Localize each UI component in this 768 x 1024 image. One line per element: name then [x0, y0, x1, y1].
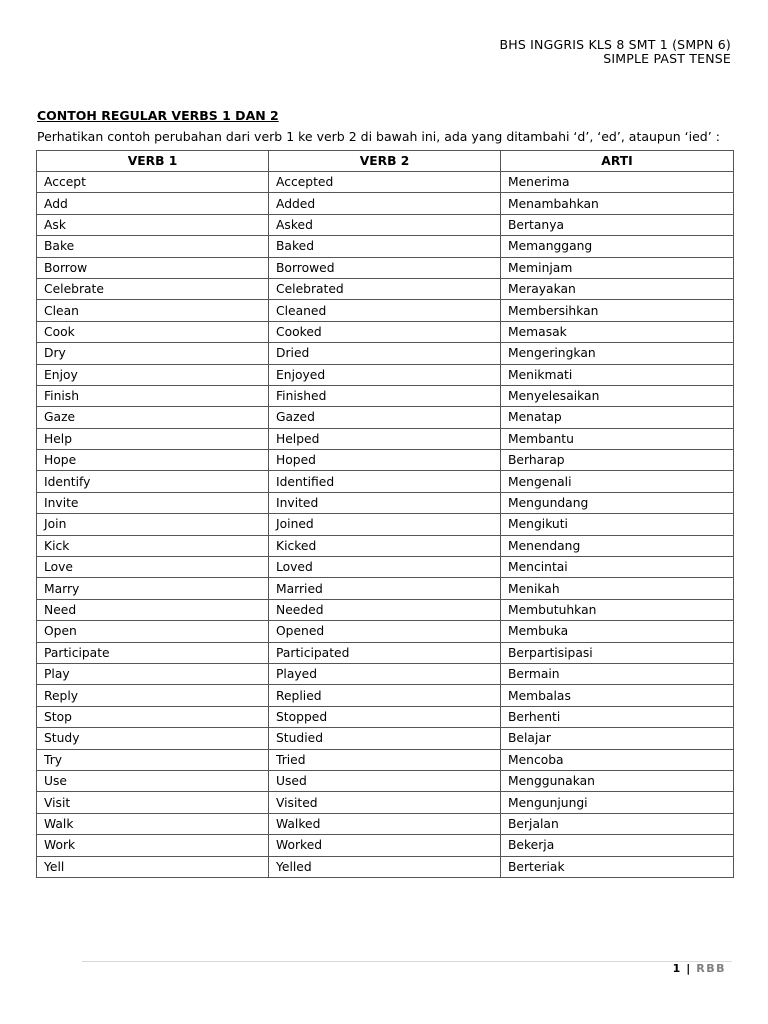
verb1-cell: Love: [37, 557, 269, 578]
verb-table-head: [37, 151, 734, 172]
arti-cell: Berteriak: [501, 856, 734, 877]
verb1-cell: Try: [37, 749, 269, 770]
table-row: [37, 343, 734, 364]
verb2-cell: Joined: [269, 514, 501, 535]
arti-cell: Menyelesaikan: [501, 385, 734, 406]
verb1-cell: Participate: [37, 642, 269, 663]
arti-cell: Mengeringkan: [501, 343, 734, 364]
verb2-cell: Used: [269, 770, 501, 791]
table-row: [37, 749, 734, 770]
verb2-cell: Replied: [269, 685, 501, 706]
verb2-cell: Visited: [269, 792, 501, 813]
verb1-cell: Hope: [37, 450, 269, 471]
arti-cell: Berhenti: [501, 706, 734, 727]
verb2-cell: Enjoyed: [269, 364, 501, 385]
table-row: [37, 856, 734, 877]
table-row: [37, 835, 734, 856]
verb1-cell: Walk: [37, 813, 269, 834]
column-header-verb1: VERB 1: [37, 151, 269, 172]
verb2-cell: Finished: [269, 385, 501, 406]
table-row: [37, 385, 734, 406]
verb2-cell: Borrowed: [269, 257, 501, 278]
verb2-cell: Gazed: [269, 407, 501, 428]
verb1-cell: Clean: [37, 300, 269, 321]
verb1-cell: Bake: [37, 236, 269, 257]
verb1-cell: Marry: [37, 578, 269, 599]
verb1-cell: Reply: [37, 685, 269, 706]
verb1-cell: Identify: [37, 471, 269, 492]
verb-table: [36, 150, 734, 878]
verb2-cell: Identified: [269, 471, 501, 492]
verb1-cell: Invite: [37, 492, 269, 513]
footer-separator: |: [686, 962, 691, 975]
arti-cell: Mengundang: [501, 492, 734, 513]
verb2-cell: Helped: [269, 428, 501, 449]
arti-cell: Menambahkan: [501, 193, 734, 214]
table-row: [37, 514, 734, 535]
arti-cell: Mengunjungi: [501, 792, 734, 813]
verb2-cell: Played: [269, 663, 501, 684]
arti-cell: Bermain: [501, 663, 734, 684]
verb2-cell: Walked: [269, 813, 501, 834]
verb1-cell: Gaze: [37, 407, 269, 428]
table-row: [37, 770, 734, 791]
footer-divider: [82, 961, 732, 962]
verb2-cell: Yelled: [269, 856, 501, 877]
table-row: [37, 236, 734, 257]
arti-cell: Membersihkan: [501, 300, 734, 321]
table-row: [37, 193, 734, 214]
table-row: [37, 706, 734, 727]
arti-cell: Mencintai: [501, 557, 734, 578]
verb1-cell: Study: [37, 728, 269, 749]
verb1-cell: Ask: [37, 214, 269, 235]
verb1-cell: Open: [37, 621, 269, 642]
arti-cell: Mengenali: [501, 471, 734, 492]
table-row: [37, 450, 734, 471]
verb2-cell: Loved: [269, 557, 501, 578]
arti-cell: Membuka: [501, 621, 734, 642]
verb1-cell: Join: [37, 514, 269, 535]
arti-cell: Belajar: [501, 728, 734, 749]
verb2-cell: Cleaned: [269, 300, 501, 321]
verb2-cell: Studied: [269, 728, 501, 749]
table-row: [37, 663, 734, 684]
verb1-cell: Kick: [37, 535, 269, 556]
header-topic-line: SIMPLE PAST TENSE: [603, 51, 731, 66]
table-row: [37, 407, 734, 428]
arti-cell: Meminjam: [501, 257, 734, 278]
verb2-cell: Participated: [269, 642, 501, 663]
footer-initials: RBB: [696, 962, 726, 975]
page-number: 1: [672, 962, 681, 975]
verb1-cell: Add: [37, 193, 269, 214]
verb2-cell: Celebrated: [269, 278, 501, 299]
table-row: [37, 428, 734, 449]
verb2-cell: Needed: [269, 599, 501, 620]
verb2-cell: Added: [269, 193, 501, 214]
table-row: [37, 792, 734, 813]
verb1-cell: Accept: [37, 172, 269, 193]
arti-cell: Memanggang: [501, 236, 734, 257]
verb2-cell: Invited: [269, 492, 501, 513]
verb1-cell: Work: [37, 835, 269, 856]
verb1-cell: Celebrate: [37, 278, 269, 299]
verb1-cell: Finish: [37, 385, 269, 406]
table-row: [37, 621, 734, 642]
arti-cell: Menikmati: [501, 364, 734, 385]
verb1-cell: Play: [37, 663, 269, 684]
arti-cell: Menggunakan: [501, 770, 734, 791]
table-row: [37, 364, 734, 385]
arti-cell: Menatap: [501, 407, 734, 428]
arti-cell: Menerima: [501, 172, 734, 193]
verb1-cell: Enjoy: [37, 364, 269, 385]
table-row: [37, 642, 734, 663]
intro-paragraph: Perhatikan contoh perubahan dari verb 1 ke verb 2 di bawah ini, ada yang ditambahi ‘d’, ‘ed’, ataupun ‘ied’ :: [37, 129, 720, 144]
page-footer: [673, 962, 726, 976]
verb1-cell: Yell: [37, 856, 269, 877]
table-row: [37, 321, 734, 342]
table-row: [37, 278, 734, 299]
column-header-verb2: VERB 2: [269, 151, 501, 172]
table-row: [37, 813, 734, 834]
verb2-cell: Hoped: [269, 450, 501, 471]
arti-cell: Mengikuti: [501, 514, 734, 535]
arti-cell: Berpartisipasi: [501, 642, 734, 663]
arti-cell: Menikah: [501, 578, 734, 599]
verb2-cell: Opened: [269, 621, 501, 642]
verb1-cell: Need: [37, 599, 269, 620]
table-row: [37, 257, 734, 278]
verb2-cell: Married: [269, 578, 501, 599]
arti-cell: Membantu: [501, 428, 734, 449]
verb2-cell: Cooked: [269, 321, 501, 342]
verb1-cell: Visit: [37, 792, 269, 813]
table-header-row: [37, 151, 734, 172]
column-header-arti: ARTI: [501, 151, 734, 172]
table-row: [37, 557, 734, 578]
verb1-cell: Cook: [37, 321, 269, 342]
verb1-cell: Dry: [37, 343, 269, 364]
arti-cell: Membutuhkan: [501, 599, 734, 620]
arti-cell: Mencoba: [501, 749, 734, 770]
header-subject-line: BHS INGGRIS KLS 8 SMT 1 (SMPN 6): [499, 37, 731, 52]
arti-cell: Bekerja: [501, 835, 734, 856]
verb2-cell: Dried: [269, 343, 501, 364]
table-row: [37, 578, 734, 599]
verb1-cell: Use: [37, 770, 269, 791]
arti-cell: Merayakan: [501, 278, 734, 299]
arti-cell: Membalas: [501, 685, 734, 706]
verb2-cell: Kicked: [269, 535, 501, 556]
verb2-cell: Baked: [269, 236, 501, 257]
table-row: [37, 300, 734, 321]
arti-cell: Memasak: [501, 321, 734, 342]
table-row: [37, 492, 734, 513]
verb1-cell: Borrow: [37, 257, 269, 278]
verb1-cell: Help: [37, 428, 269, 449]
verb2-cell: Accepted: [269, 172, 501, 193]
table-row: [37, 172, 734, 193]
arti-cell: Berharap: [501, 450, 734, 471]
arti-cell: Bertanya: [501, 214, 734, 235]
verb2-cell: Worked: [269, 835, 501, 856]
table-row: [37, 471, 734, 492]
document-header: [499, 38, 731, 66]
verb2-cell: Stopped: [269, 706, 501, 727]
verb2-cell: Asked: [269, 214, 501, 235]
table-row: [37, 535, 734, 556]
verb1-cell: Stop: [37, 706, 269, 727]
section-heading: CONTOH REGULAR VERBS 1 DAN 2: [37, 108, 279, 123]
verb-table-body: [37, 172, 734, 878]
table-row: [37, 214, 734, 235]
arti-cell: Berjalan: [501, 813, 734, 834]
table-row: [37, 599, 734, 620]
verb2-cell: Tried: [269, 749, 501, 770]
table-row: [37, 728, 734, 749]
table-row: [37, 685, 734, 706]
arti-cell: Menendang: [501, 535, 734, 556]
